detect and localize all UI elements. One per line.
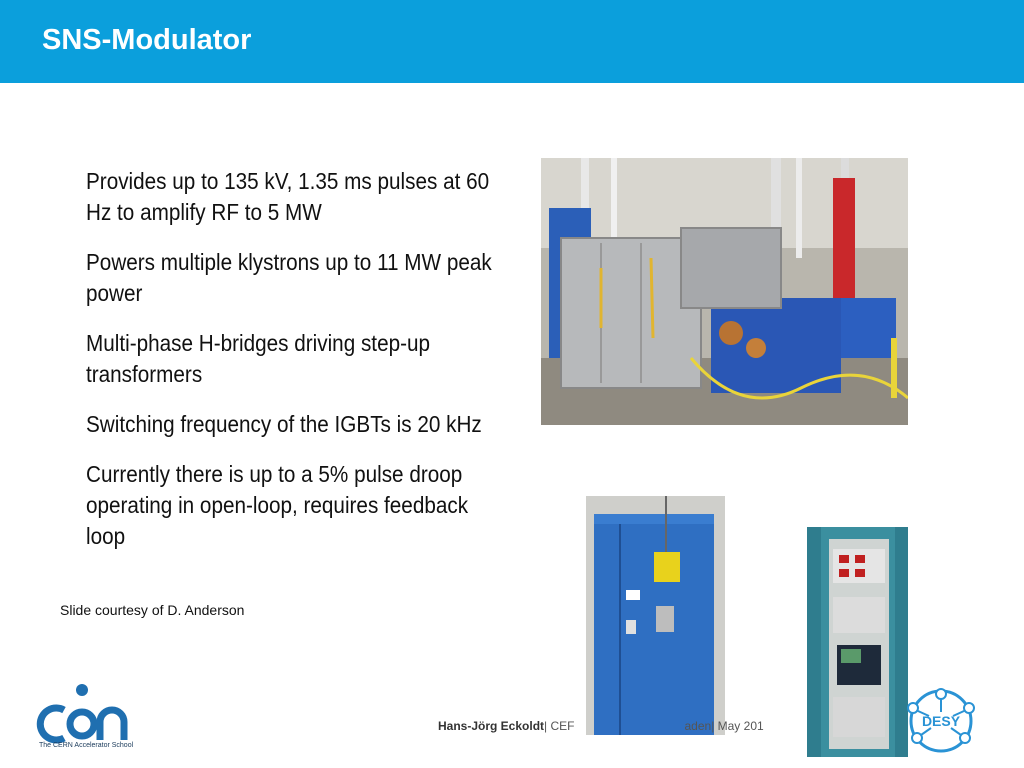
desy-logo-icon (903, 686, 979, 756)
desy-logo-text: DESY (921, 713, 961, 729)
bullet-list (86, 166, 492, 571)
bullet-item: Currently there is up to a 5% pulse droop operating in open-loop, requires feedback loop (86, 461, 469, 549)
cabinet-photo (586, 496, 725, 735)
page-title: SNS-Modulator (42, 24, 252, 56)
bullet-item: Powers multiple klystrons up to 11 MW peak power (86, 249, 492, 306)
footer-date: | May 201 (711, 719, 764, 733)
header-bar (0, 0, 1024, 83)
control-rack-photo (807, 527, 908, 757)
bullet-item: Provides up to 135 kV, 1.35 ms pulses at 60 Hz to amplify RF to 5 MW (86, 168, 490, 225)
slide-credit: Slide courtesy of D. Anderson (60, 602, 245, 618)
modulator-photo (541, 158, 908, 425)
bullet-item: Multi-phase H-bridges driving step-up transformers (86, 330, 431, 387)
bullet-item: Switching frequency of the IGBTs is 20 kHz (86, 411, 482, 437)
footer-location: aden (684, 719, 712, 733)
footer-text (438, 719, 764, 733)
footer-author: Hans-Jörg Eckoldt (438, 719, 545, 733)
cas-caption: The CERN Accelerator School (39, 742, 134, 749)
footer-separator: | CEF (544, 719, 575, 733)
